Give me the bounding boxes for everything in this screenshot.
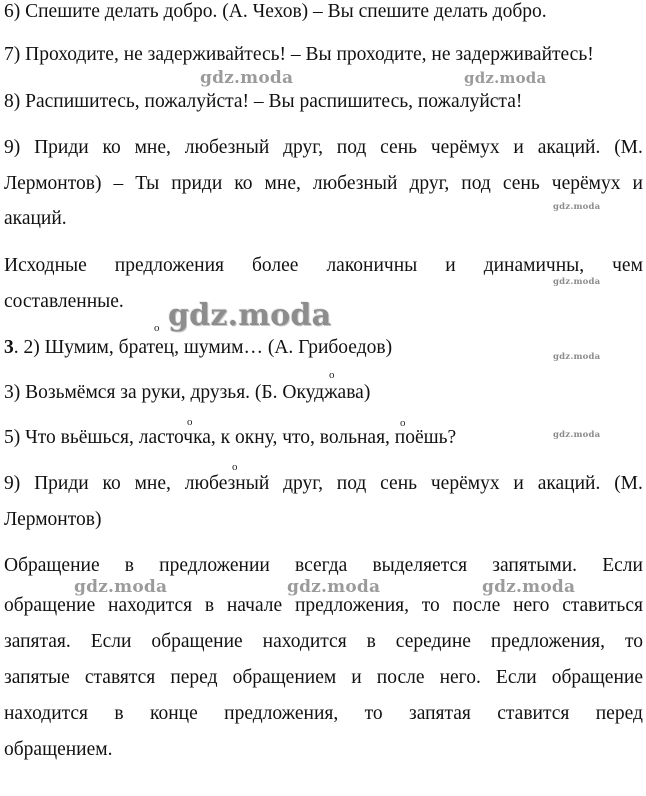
word: в [204, 595, 215, 616]
word: мне, [264, 173, 301, 194]
word: обращение [4, 595, 96, 616]
word: ставятся [84, 667, 156, 688]
word: Ты [135, 173, 160, 194]
word: находится [108, 595, 193, 616]
word: (М. [614, 137, 643, 158]
task-3-first-example: . 2) Шумим, братец, шумим… (А. Грибоедов) [13, 337, 393, 358]
watermark: gdz.moda [482, 577, 576, 597]
word: в [366, 631, 376, 652]
word: Исходные [4, 255, 87, 276]
word: любезный [184, 473, 270, 494]
word: акаций. [537, 473, 601, 494]
word: запятыми. [492, 555, 578, 576]
word: 9) [4, 473, 21, 494]
word: мне, [134, 473, 171, 494]
word: Приди [34, 137, 89, 158]
watermark: gdz.moda [287, 577, 381, 597]
rule-line-2 [4, 596, 643, 616]
word: любезный [312, 173, 398, 194]
word: и [632, 173, 643, 194]
word: сень [380, 473, 418, 494]
word: ставиться [562, 595, 643, 616]
rule-line-5 [4, 704, 643, 724]
watermark: gdz.moda [553, 352, 601, 362]
example-9-line-2 [4, 174, 643, 194]
word: запятые [4, 667, 70, 688]
word: то [421, 595, 440, 616]
word: перед [170, 667, 218, 688]
word: перед [595, 703, 643, 724]
example-9-line-1 [4, 138, 643, 158]
word: запятая [409, 703, 471, 724]
mark-o: о [400, 417, 406, 429]
word: ко [234, 173, 253, 194]
word: конце [150, 703, 198, 724]
example-7: 7) Проходите, не задерживайтесь! – Вы проходите, не задерживайтесь! [4, 44, 594, 65]
word: Приди [34, 473, 89, 494]
rule-line-6: обращением. [4, 739, 113, 760]
mark-o: о [154, 322, 160, 334]
word: ко [102, 473, 121, 494]
example-9-line-3: акаций. [4, 208, 67, 229]
task-3-example-9-line-2: Лермонтов) [4, 509, 102, 530]
word: предложения [114, 255, 224, 276]
task-3-example-5: 5) Что вьёшься, ласточка, к окну, что, вольная, поёшь? [4, 427, 457, 448]
word: друг, [409, 173, 450, 194]
word: предложения, [294, 595, 410, 616]
watermark: gdz.moda [553, 277, 601, 287]
word: всегда [295, 555, 348, 576]
word: него. [439, 667, 481, 688]
word: черёмух [430, 137, 500, 158]
word: чем [612, 255, 643, 276]
word: предложении [159, 555, 270, 576]
summary-line-2: составленные. [4, 291, 124, 312]
example-6: 6) Спешите делать добро. (А. Чехов) – Вы спешите делать добро. [4, 1, 547, 22]
watermark: gdz.moda [464, 69, 547, 87]
word: в [124, 555, 134, 576]
word: и [513, 137, 524, 158]
word: друг, [283, 137, 323, 158]
rule-line-4 [4, 668, 643, 688]
word: сень [502, 173, 540, 194]
word: приди [171, 173, 223, 194]
word: то [624, 631, 643, 652]
word: динамичны, [483, 255, 585, 276]
word: обращение [551, 667, 643, 688]
word: акаций. [537, 137, 601, 158]
word: и [513, 473, 524, 494]
word: ко [102, 137, 121, 158]
task-number: 3 [4, 337, 14, 358]
word: сень [380, 137, 418, 158]
task-3-heading [4, 338, 392, 358]
mark-o: о [329, 369, 335, 381]
word: то [364, 703, 383, 724]
word: – [113, 173, 124, 194]
word: после [376, 667, 425, 688]
word: 9) [4, 137, 21, 158]
word: Если [495, 667, 537, 688]
word: него [513, 595, 550, 616]
word: друг, [283, 473, 323, 494]
word: предложения, [224, 703, 339, 724]
task-3-example-3: 3) Возьмёмся за руки, друзья. (Б. Окуджава) [4, 382, 371, 403]
word: ставится [497, 703, 570, 724]
word: Если [90, 631, 132, 652]
watermark: gdz.moda [553, 202, 601, 212]
word: черёмух [551, 173, 621, 194]
word: после [452, 595, 501, 616]
word: запятая. [4, 631, 71, 652]
word: под [336, 473, 367, 494]
example-8: 8) Распишитесь, пожалуйста! – Вы распишитесь, пожалуйста! [4, 91, 523, 112]
word: и [445, 255, 456, 276]
word: любезный [184, 137, 270, 158]
word: (М. [614, 473, 643, 494]
word: обращением [232, 667, 337, 688]
rule-line-1 [4, 556, 643, 576]
watermark: gdz.moda [74, 577, 168, 597]
task-3-example-9-line-1 [4, 474, 643, 494]
word: в [114, 703, 124, 724]
mark-o: о [187, 416, 193, 428]
word: лаконичны [326, 255, 418, 276]
word: предложения, [490, 631, 605, 652]
mark-o: о [232, 461, 238, 473]
word: середине [395, 631, 471, 652]
word: более [251, 255, 299, 276]
word: начале [226, 595, 283, 616]
word: под [336, 137, 367, 158]
watermark: gdz.moda [553, 430, 601, 440]
word: выделяется [372, 555, 468, 576]
word: обращение [151, 631, 243, 652]
word: Лермонтов) [4, 173, 102, 194]
word: и [351, 667, 362, 688]
word: находится [262, 631, 347, 652]
watermark: gdz.moda [200, 68, 294, 88]
summary-line-1 [4, 256, 643, 276]
watermark: gdz.moda [168, 298, 332, 333]
word: мне, [134, 137, 171, 158]
word: под [461, 173, 491, 194]
word: Обращение [4, 555, 100, 576]
word: черёмух [430, 473, 500, 494]
word: Если [602, 555, 643, 576]
rule-line-3 [4, 632, 643, 652]
word: находится [4, 703, 89, 724]
